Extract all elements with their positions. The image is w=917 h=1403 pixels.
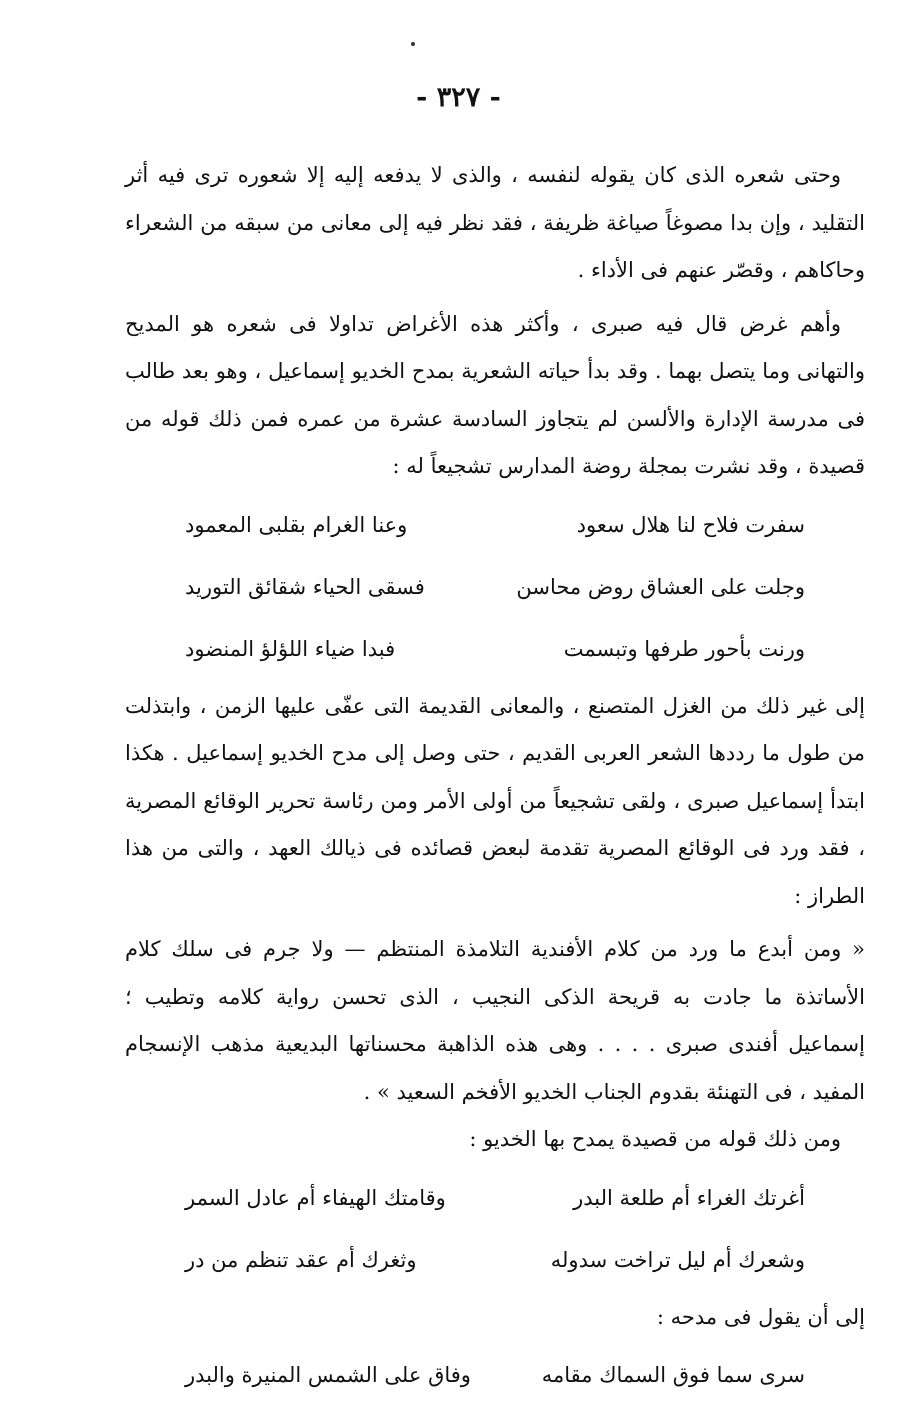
verse-hemistich-first: وجلت على العشاق روض محاسن — [516, 574, 805, 599]
verse-line — [185, 621, 805, 677]
verse-hemistich-first: سفرت فلاح لنا هلال سعود — [576, 512, 805, 537]
verse-line — [185, 559, 805, 615]
verse-hemistich-second: فسقى الحياء شقائق التوريد — [185, 574, 425, 599]
print-speck — [411, 42, 415, 46]
verse-hemistich-first: وشعرك أم ليل تراخت سدوله — [550, 1247, 805, 1272]
paragraph-3: إلى غير ذلك من الغزل المتصنع ، والمعانى القديمة التى عفّى عليها الزمن ، وابتذلت من طول ما رددها الشعر العربى القديم ، حتى وصل إلى مدح الخديو إسماعيل . هكذا ابتدأ إسماعيل صبرى ، ولقى تشجيعاً من أولى الأمر ومن رئاسة تحرير الوقائع المصرية ، فقد ورد فى الوقائع المصرية تقدمة لبعض قصائده فى ذيالك العهد ، والتى من هذا الطراز : — [125, 693, 865, 908]
verse-line — [185, 1347, 805, 1403]
verse-line — [185, 497, 805, 553]
verse-hemistich-second: وفاق على الشمس المنيرة والبدر — [185, 1363, 471, 1387]
paragraph-6: إلى أن يقول فى مدحه : — [656, 1304, 865, 1329]
page-body — [125, 152, 865, 1403]
verse-line — [185, 1232, 805, 1288]
quoted-paragraph: « ومن أبدع ما ورد من كلام الأفندية التلامذة المنتظم — ولا جرم فى سلك كلام الأساتذة ما جادت به قريحة الذكى النجيب ، الذى تحسن رواية كلامه وتطيب ؛ إسماعيل أفندى صبرى . . . . وهى هذه الذاهبة محسناتها البديعية مذهب الإنسجام المفيد ، فى التهنئة بقدوم الجناب الخديو الأفخم السعيد » . — [125, 937, 865, 1104]
paragraph-5: ومن ذلك قوله من قصيدة يمدح بها الخديو : — [469, 1127, 841, 1151]
verse-hemistich-second: وعنا الغرام بقلبى المعمود — [185, 512, 408, 537]
verse-hemistich-first: سرى سما فوق السماك مقامه — [541, 1363, 805, 1387]
verse-hemistich-second: وقامتك الهيفاء أم عادل السمر — [185, 1185, 446, 1210]
verse-line — [185, 1170, 805, 1226]
page-number: - ٣٢٧ - — [416, 82, 501, 113]
verse-hemistich-first: أغرتك الغراء أم طلعة البدر — [573, 1185, 805, 1210]
verse-hemistich-second: وثغرك أم عقد تنظم من در — [185, 1247, 417, 1272]
verse-hemistich-first: ورنت بأحور طرفها وتبسمت — [563, 636, 805, 661]
paragraph-1: وحتى شعره الذى كان يقوله لنفسه ، والذى لا يدفعه إليه إلا شعوره ترى فيه أثر التقليد ، وإن بدا مصوغاً صياغة ظريفة ، فقد نظر فيه إلى معانى من سبقه من الشعراء وحاكاهم ، وقصّر عنهم فى الأداء . — [125, 163, 865, 282]
paragraph-2: وأهم غرض قال فيه صبرى ، وأكثر هذه الأغراض تداولا فى شعره هو المديح والتهانى وما يتصل بهما . وقد بدأ حياته الشعرية بمدح الخديو إسماعيل ، وهو بعد طالب فى مدرسة الإدارة والألسن لم يتجاوز السادسة عشرة من عمره فمن ذلك قوله من قصيدة ، وقد نشرت بمجلة روضة المدارس تشجيعاً له : — [125, 311, 865, 478]
verse-hemistich-second: فبدا ضياء اللؤلؤ المنضود — [185, 636, 396, 661]
